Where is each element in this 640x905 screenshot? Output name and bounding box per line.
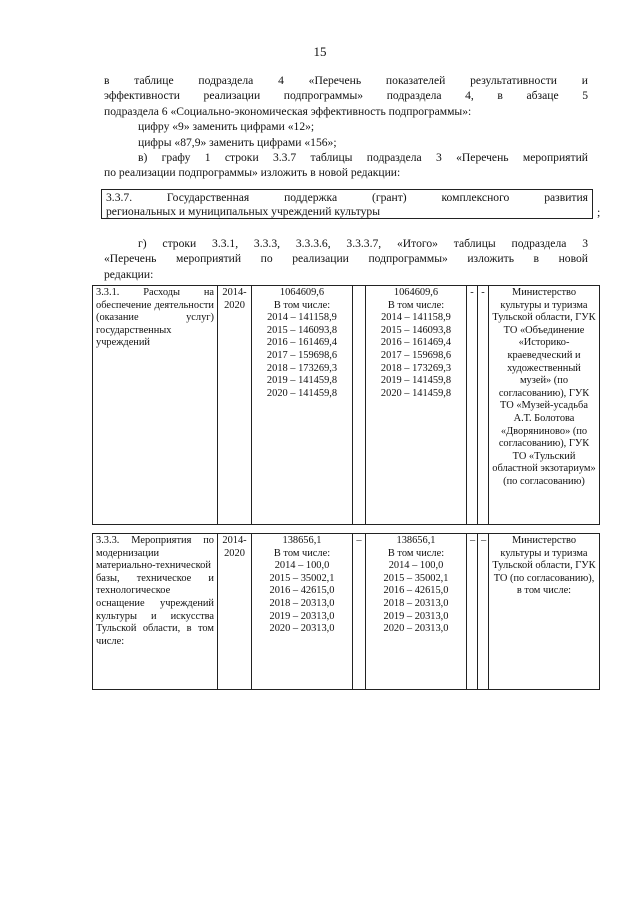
row-3-3-7-line2: региональных и муниципальных учреждений культуры [106,205,381,218]
period: 2014-2020 [218,534,252,690]
replacement-line: цифры «87,9» заменить цифрами «156»; [138,135,337,149]
funding-year: 2016 – 42615,0 [269,585,335,597]
text-line: подраздела 6 «Социально-экономическая эффективность подпрограммы»: [104,104,472,118]
regional-year: 2020 – 141459,8 [380,387,452,399]
funding-total: 138656,1 [282,535,322,546]
page-number: 15 [313,44,327,59]
regional-year: 2016 – 161469,4 [380,337,452,349]
funding-year: 2017 – 159698,6 [266,349,338,361]
funding-total-cell [252,534,353,690]
text-line: г) строки 3.3.1, 3.3.3, 3.3.3.6, 3.3.3.7, «Итого» таблицы подраздела 3 [138,237,588,250]
text-line: эффективности реализации подпрограммы» подраздела 4, в абзаце 5 [104,89,588,103]
executor: Министерство культуры и туризма Тульской области, ГУК ТО (по согласованию), в том числе: [489,534,600,690]
text-line: «Перечень мероприятий по реализации подпрограммы» изложить в новой [104,252,588,266]
dash-cell: – [467,534,478,690]
funding-sub-label: В том числе: [273,299,331,311]
text-line: в таблице подраздела 4 «Перечень показателей результативности и [104,74,588,87]
funding-total-cell [252,286,353,525]
funding-year: 2020 – 20313,0 [269,623,335,635]
funding-sub-label: В том числе: [273,547,331,559]
measure-name: 3.3.3. Мероприятия по модернизации материально-технической базы, техническое и технологическое оснащение учреждений культуры и искусства Тульской области, в том числе: [93,534,218,690]
funding-year: 2018 – 173269,3 [266,362,338,374]
regional-year: 2014 – 141158,9 [381,312,451,324]
measure-name: 3.3.1. Расходы на обеспечение деятельности (оказание услуг) государственных учреждений [93,286,218,525]
funding-year: 2020 – 141459,8 [266,387,338,399]
funding-total: 1064609,6 [279,287,325,298]
regional-year: 2020 – 20313,0 [383,623,449,635]
regional-year: 2018 – 173269,3 [380,362,452,374]
table-row-3-3-3 [92,533,600,690]
executor: Министерство культуры и туризма Тульской области, ГУК ТО «Объединение «Историко-краеведческий и художественный музей» (по согласованию), ГУК ТО «Музей-усадьба А.Т. Болотова «Дворяниново» (по согласованию), ГУК ТО «Тульский областной экзотариум» (по согласованию) [489,286,600,525]
regional-year: 2017 – 159698,6 [380,349,452,361]
regional-year: 2014 – 100,0 [388,560,444,572]
row-3-3-7-semicolon: ; [597,205,601,219]
replacement-line: цифру «9» заменить цифрами «12»; [138,120,315,134]
funding-year: 2018 – 20313,0 [269,597,335,609]
funding-year: 2014 – 141158,9 [267,312,337,324]
period: 2014-2020 [218,286,252,525]
funding-year: 2015 – 35002,1 [269,572,335,584]
funding-year: 2015 – 146093,8 [266,324,338,336]
regional-sub-label: В том числе: [387,299,445,311]
table-row-3-3-1 [92,285,600,525]
regional-budget-cell [366,286,467,525]
regional-sub-label: В том числе: [387,547,445,559]
amendment-paragraph-g [104,236,588,282]
regional-year: 2019 – 141459,8 [380,375,452,387]
funding-year: 2019 – 141459,8 [266,375,338,387]
funding-year: 2014 – 100,0 [274,560,330,572]
item-v-line: в) графу 1 строки 3.3.7 таблицы подраздела 3 «Перечень мероприятий [138,151,588,165]
regional-year: 2019 – 20313,0 [383,610,449,622]
regional-year: 2015 – 146093,8 [380,324,452,336]
regional-year: 2018 – 20313,0 [383,597,449,609]
dash-cell: – [353,534,366,690]
amendment-paragraph [104,73,588,181]
funding-year: 2016 – 161469,4 [266,337,338,349]
funding-year: 2019 – 20313,0 [269,610,335,622]
regional-total: 138656,1 [396,535,436,546]
regional-year: 2015 – 35002,1 [383,572,449,584]
item-v-line: по реализации подпрограммы» изложить в новой редакции: [104,166,401,180]
regional-year: 2016 – 42615,0 [383,585,449,597]
dash-cell: - [478,286,489,525]
row-3-3-7-box [101,189,593,219]
regional-total: 1064609,6 [393,287,439,298]
empty-cell [353,286,366,525]
regional-budget-cell [366,534,467,690]
dash-cell: – [478,534,489,690]
text-line: редакции: [104,267,154,281]
row-3-3-7-line1: 3.3.7. Государственная поддержка (грант) комплексного развития [106,191,588,204]
dash-cell: - [467,286,478,525]
